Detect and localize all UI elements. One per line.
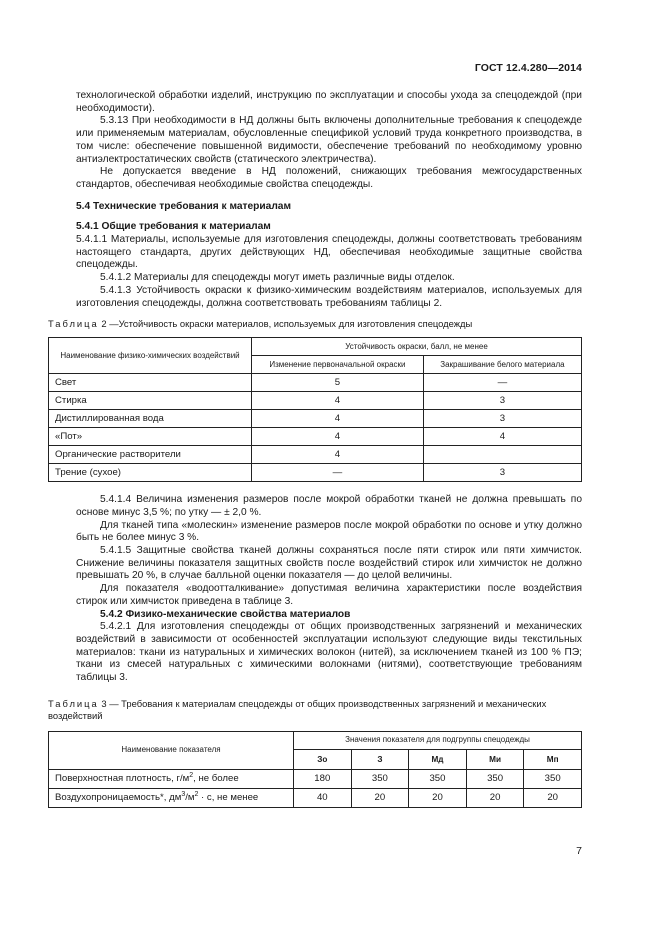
- page-content: [48, 90, 582, 808]
- table-row: [49, 392, 582, 410]
- table-row: [49, 788, 582, 807]
- column-header: Наименование физико-химических воздействий: [49, 338, 252, 374]
- table-cell: 40: [294, 788, 352, 807]
- table-cell: [423, 446, 581, 464]
- section-heading-5-4-2: 5.4.2 Физико-механические свойства материалов: [100, 608, 351, 620]
- table-cell: 4: [252, 410, 424, 428]
- paragraph: Для показателя «водоотталкивание» допустимая величина характеристики после воздействия стирок или химчисток приведена в таблице 3.: [76, 583, 582, 607]
- paragraph: 5.4.1.3 Устойчивость окраски к физико-химическим воздействиям материалов, используемых для изготовления спецодежды, должна соответствовать требованиям таблицы 2.: [76, 284, 582, 309]
- table-cell: 20: [409, 788, 467, 807]
- page-number: 7: [576, 845, 582, 857]
- table-cell: Дистиллированная вода: [49, 410, 252, 428]
- table-cell: —: [252, 464, 424, 482]
- paragraph-text: Не допускается введение в НД положений, снижающих требования межгосударственных стандартов, обеспечивая необходимые свойства спецодежды.: [76, 166, 582, 190]
- column-header: Ми: [466, 749, 524, 769]
- cell-text: Поверхностная плотность, г/м: [55, 773, 190, 785]
- paragraph: 5.4.1.2 Материалы для спецодежды могут иметь различные виды отделок.: [100, 272, 455, 284]
- cell-text: , не более: [193, 773, 239, 785]
- table-cell: 4: [252, 428, 424, 446]
- cell-text: /м: [185, 792, 195, 804]
- paragraph: [76, 234, 582, 272]
- superscript: 2: [189, 772, 194, 780]
- paragraph: 5.4.1.5 Защитные свойства тканей должны сохраняться после пяти стирок или пяти химчисток. Снижение величины показателя защитных свойств после воздействий стирок или химчисток не должно превышать 20 %, в случае балльной оценки показателя — до целой величины.: [76, 545, 582, 582]
- table-row: [49, 428, 582, 446]
- table-cell: 350: [409, 769, 467, 788]
- column-header: Изменение первоначальной окраски: [252, 356, 424, 374]
- table-cell: «Пот»: [49, 428, 252, 446]
- superscript: 2: [194, 791, 199, 799]
- table-cell: 4: [423, 428, 581, 446]
- page-header-standard-number: ГОСТ 12.4.280—2014: [474, 62, 582, 74]
- table-cell: 4: [252, 446, 424, 464]
- table-caption-text: 3 — Требования к материалам спецодежды от общих производственных загрязнений и механических воздействий: [48, 697, 547, 721]
- table-cell: Стирка: [49, 392, 252, 410]
- table-header-row: [49, 731, 582, 749]
- table-cell: 20: [351, 788, 409, 807]
- table-cell: Органические растворители: [49, 446, 252, 464]
- table-cell: 3: [423, 410, 581, 428]
- table-row: [49, 374, 582, 392]
- table-cell: 350: [524, 769, 582, 788]
- table-cell: 20: [524, 788, 582, 807]
- table-cell: 4: [252, 392, 424, 410]
- table-cell: Свет: [49, 374, 252, 392]
- table-row: [49, 446, 582, 464]
- paragraph: [76, 166, 582, 191]
- table-row: [49, 769, 582, 788]
- cell-text: · с, не менее: [198, 792, 259, 804]
- table-cell: 180: [294, 769, 352, 788]
- table-cell: [49, 769, 294, 788]
- table-2-caption: [48, 318, 582, 330]
- table-cell: 3: [423, 392, 581, 410]
- column-header: З: [351, 749, 409, 769]
- table-cell: 5: [252, 374, 424, 392]
- section-heading-5-4: 5.4 Технические требования к материалам: [76, 200, 292, 212]
- column-header: Мп: [524, 749, 582, 769]
- text-block: [76, 494, 582, 685]
- table-3-caption: [48, 698, 582, 722]
- table-3: [48, 731, 582, 808]
- cell-text: Воздухопроницаемость*, дм: [55, 792, 182, 804]
- column-header: Закрашивание белого материала: [423, 356, 581, 374]
- section-heading-5-4-1: 5.4.1 Общие требования к материалам: [76, 221, 271, 233]
- paragraph: Для тканей типа «молескин» изменение размеров после мокрой обработки по основе и утку должно быть не более минус 3 %.: [76, 519, 582, 544]
- table-row: [49, 464, 582, 482]
- column-group-header: Устойчивость окраски, балл, не менее: [252, 338, 582, 356]
- table-cell: Трение (сухое): [49, 464, 252, 482]
- paragraph: 5.4.2.1 Для изготовления спецодежды от общих производственных загрязнений и механических воздействий в зависимости от особенностей эксплуатации используют следующие виды текстильных материалов: ткани из натуральных и химических волокон (нитей), за исключением тканей из 100 % ПЭ; ткани из смесей натуральных с химическими волокнами (нитями), соответствующие требованиям таблицы 3.: [76, 621, 582, 684]
- column-group-header: Значения показателя для подгруппы спецодежды: [294, 731, 582, 749]
- column-header: Мд: [409, 749, 467, 769]
- column-header: Наименование показателя: [49, 731, 294, 769]
- paragraph: технологической обработки изделий, инструкцию по эксплуатации и способы ухода за спецодеждой (при необходимости).: [76, 90, 582, 114]
- table-cell: 350: [351, 769, 409, 788]
- table-cell: 3: [423, 464, 581, 482]
- paragraph-text: 5.4.1.1 Материалы, используемые для изготовления спецодежды, должны соответствовать требованиям настоящего стандарта, других действующих НД, обеспечивая необходимые защитные свойства спецодежды.: [76, 234, 582, 271]
- table-cell: 350: [466, 769, 524, 788]
- table-caption-text: 2 —Устойчивость окраски материалов, используемых для изготовления спецодежды: [101, 318, 473, 330]
- table-row: [49, 410, 582, 428]
- table-cell: 20: [466, 788, 524, 807]
- paragraph: 5.4.1.4 Величина изменения размеров после мокрой обработки тканей не должна превышать по основе минус 3,5 %; по утку — ± 2,0 %.: [76, 494, 582, 518]
- table-caption-label: Таблица: [48, 318, 99, 330]
- superscript: 3: [181, 791, 186, 799]
- table-2: [48, 337, 582, 482]
- column-header: Зо: [294, 749, 352, 769]
- paragraph: 5.3.13 При необходимости в НД должны быть включены дополнительные требования к спецодежде или применяемым материалам, обусловленные спецификой условий труда конкретного производства, в том числе: обеспечение повышенной видимости, обеспечение требований по необходимому уровню антиэлектростатических свойств (статического электричества).: [76, 115, 582, 165]
- table-header-row: [49, 338, 582, 356]
- table-cell: —: [423, 374, 581, 392]
- table-caption-label: Таблица: [48, 697, 99, 709]
- table-cell: [49, 788, 294, 807]
